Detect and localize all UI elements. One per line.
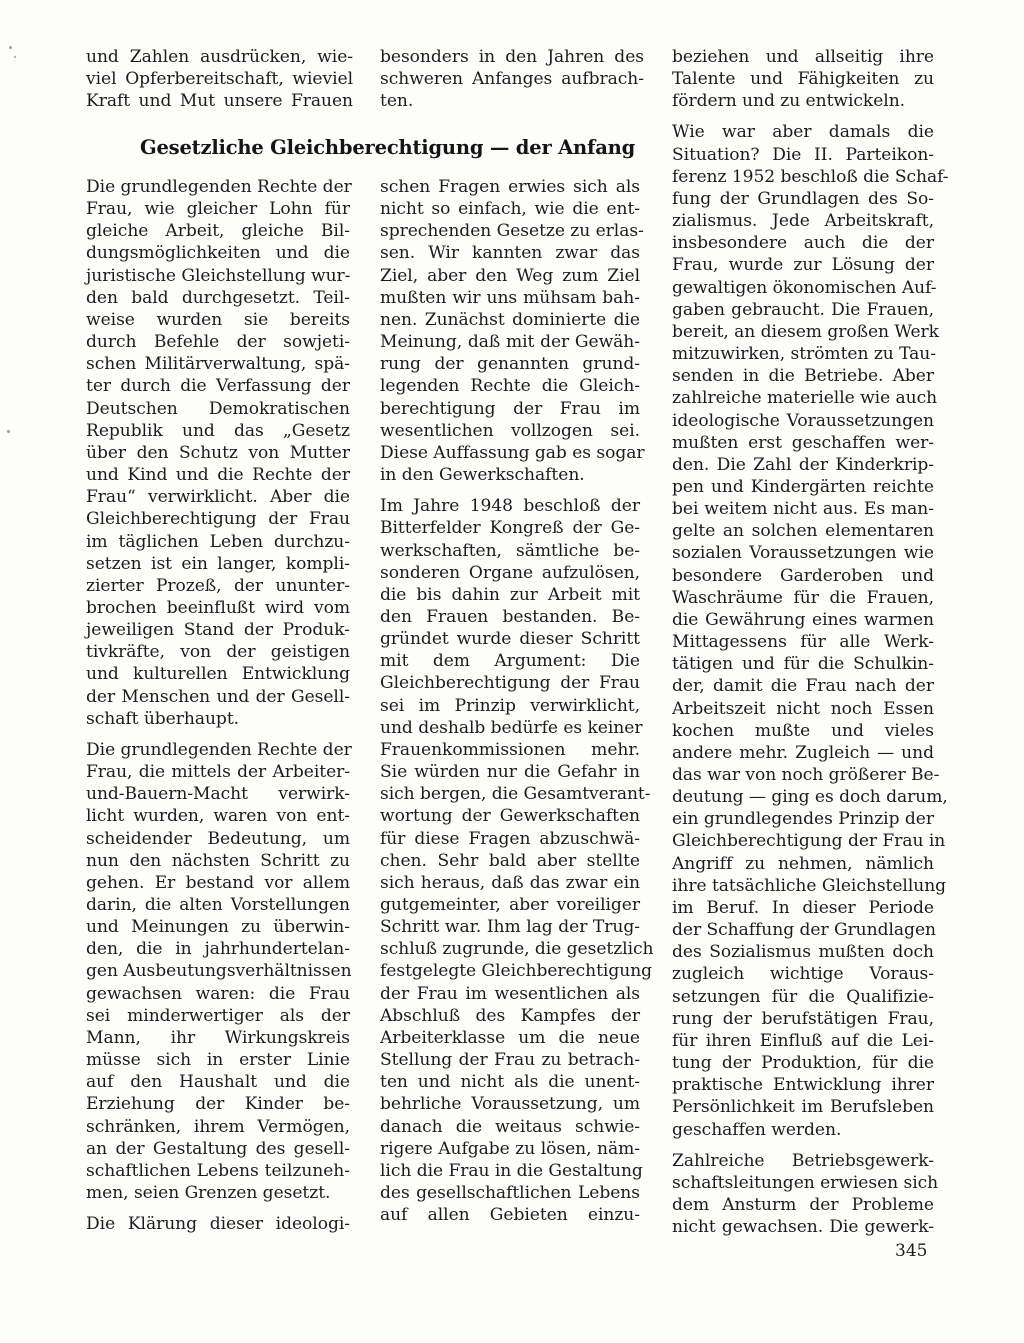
text-line: die Gewährung eines warmen: [672, 609, 934, 630]
top-column-2: [380, 46, 644, 112]
text-line: und Meinungen zu überwin-: [86, 917, 350, 938]
text-line: Arbeiterklasse um die neue: [380, 1027, 640, 1048]
text-line: gewaltigen ökonomischen Auf-: [672, 277, 937, 298]
text-line: schaftsleitungen erwiesen sich: [672, 1172, 939, 1193]
column-3: [672, 46, 949, 1238]
text-line: rung der berufstätigen Frau,: [672, 1008, 934, 1029]
text-line: zierter Prozeß, der ununter-: [86, 575, 350, 596]
text-line: sprechenden Gesetze zu erlas-: [380, 221, 644, 242]
text-line: auf allen Gebieten einzu-: [380, 1205, 640, 1226]
text-line: sich bergen, die Gesamtverant-: [380, 784, 651, 805]
text-line: nicht so einfach, wie die ent-: [380, 199, 640, 220]
text-line: Frau, die mittels der Arbeiter-: [86, 762, 350, 783]
text-line: schränken, ihrem Vermögen,: [86, 1116, 350, 1137]
text-line: beziehen und allseitig ihre: [672, 47, 934, 67]
text-line: gleiche Arbeit, gleiche Bil-: [86, 221, 350, 242]
text-line: Im Jahre 1948 beschloß der: [380, 496, 640, 517]
paragraph-gap: [86, 730, 350, 739]
text-line: festgelegte Gleichberechtigung: [380, 961, 653, 982]
text-line: brochen beeinflußt wird vom: [86, 597, 350, 618]
text-line: wesentlichen vollzogen sei.: [380, 420, 640, 441]
text-line: Situation? Die II. Parteikon-: [672, 144, 934, 165]
text-line: schaft überhaupt.: [86, 708, 240, 729]
text-line: nicht gewachsen. Die gewerk-: [672, 1217, 934, 1238]
text-line: darin, die alten Vorstellungen: [86, 895, 350, 915]
text-line: auf den Haushalt und die: [86, 1072, 350, 1093]
text-line: Frau“ verwirklicht. Aber die: [86, 487, 350, 508]
text-line: praktische Entwicklung ihrer: [672, 1075, 934, 1096]
text-line: Persönlichkeit im Berufsleben: [672, 1097, 934, 1118]
text-line: Zahlreiche Betriebsgewerk-: [672, 1150, 934, 1171]
text-line: zugleich wichtige Voraus-: [672, 964, 934, 985]
text-line: gründet wurde dieser Schritt: [380, 629, 640, 650]
text-line: sei im Prinzip verwirklicht,: [380, 695, 640, 716]
text-line: mußten wir uns mühsam bah-: [380, 287, 640, 308]
text-line: Schritt war. Ihm lag der Trug-: [380, 917, 640, 938]
text-line: Gleichberechtigung der Frau in: [672, 831, 946, 852]
text-line: Frau, wie gleicher Lohn für: [86, 199, 350, 220]
text-line: Angriff zu nehmen, nämlich: [672, 853, 934, 874]
text-line: der Menschen und der Gesell-: [86, 686, 350, 707]
text-line: tung der Produktion, für die: [672, 1053, 934, 1074]
text-line: fung der Grundlagen des So-: [672, 188, 934, 209]
text-line: setzen ist ein langer, kompli-: [86, 553, 350, 574]
paragraph-gap: [86, 1204, 350, 1213]
text-line: dungsmöglichkeiten und die: [86, 243, 350, 264]
text-line: werkschaften, sämtliche be-: [380, 540, 640, 561]
text-line: den Frauen bestanden. Be-: [380, 606, 640, 627]
text-line: ferenz 1952 beschloß die Schaf-: [672, 166, 949, 187]
text-line: ter durch die Verfassung der: [86, 376, 350, 397]
text-line: rung der genannten grund-: [380, 354, 640, 375]
column-1: [86, 176, 350, 1235]
top-column-1: [86, 46, 353, 112]
text-line: Kraft und Mut unsere Frauen: [86, 91, 353, 112]
text-line: deutung — ging es doch darum,: [672, 787, 948, 808]
text-line: mit dem Argument: Die: [380, 651, 640, 672]
text-line: schweren Anfanges aufbrach-: [380, 69, 644, 90]
paragraph-gap: [380, 486, 640, 495]
text-line: bei weitem nicht aus. Es man-: [672, 499, 934, 520]
paragraph-gap: [672, 1141, 934, 1150]
text-line: scheidender Bedeutung, um: [86, 828, 350, 849]
text-line: schen Militärverwaltung, spä-: [86, 354, 350, 375]
text-line: Arbeitszeit nicht noch Essen: [672, 698, 934, 719]
scan-speck: [7, 430, 10, 433]
paragraph-gap: [672, 112, 934, 121]
text-line: ideologische Voraussetzungen: [672, 410, 934, 431]
text-line: im Beruf. In dieser Periode: [672, 897, 934, 918]
text-line: Sie würden nur die Gefahr in: [380, 762, 640, 783]
text-line: gen Ausbeutungsverhältnissen: [86, 961, 352, 982]
text-line: der Schaffung der Grundlagen: [672, 920, 936, 941]
text-line: ten.: [380, 91, 414, 112]
text-line: und Zahlen ausdrücken, wie-: [86, 47, 353, 67]
text-line: chen. Sehr bald aber stellte: [380, 850, 640, 871]
text-line: Deutschen Demokratischen: [86, 398, 350, 419]
text-line: und-Bauern-Macht verwirk-: [86, 784, 350, 805]
text-line: Mann, ihr Wirkungskreis: [86, 1027, 350, 1048]
text-line: jeweiligen Stand der Produk-: [86, 620, 350, 641]
text-line: Diese Auffassung gab es sogar: [380, 442, 645, 463]
text-line: Erziehung der Kinder be-: [86, 1094, 350, 1115]
text-line: müsse sich in erster Linie: [86, 1050, 350, 1071]
text-line: insbesondere auch die der: [672, 233, 934, 254]
text-line: Abschluß des Kampfes der: [380, 1005, 640, 1026]
text-line: tivkräfte, von der geistigen: [86, 642, 350, 663]
text-line: ten und nicht als die unent-: [380, 1072, 640, 1093]
text-line: dem Ansturm der Probleme: [672, 1194, 934, 1215]
text-line: fördern und zu entwickeln.: [672, 91, 906, 112]
text-line: gewachsen waren: die Frau: [86, 983, 350, 1004]
text-line: tätigen und für die Schulkin-: [672, 654, 934, 675]
text-line: die bis dahin zur Arbeit mit: [380, 584, 640, 605]
text-line: licht wurden, waren von ent-: [86, 806, 350, 827]
text-line: gaben gebraucht. Die Frauen,: [672, 299, 934, 320]
text-line: nun den nächsten Schritt zu: [86, 850, 350, 871]
text-line: besondere Garderoben und: [672, 565, 934, 586]
text-line: an der Gestaltung des gesell-: [86, 1138, 350, 1159]
text-line: Gleichberechtigung der Frau: [380, 673, 640, 694]
text-line: für diese Fragen abzuschwä-: [380, 828, 640, 849]
text-line: sen. Wir kannten zwar das: [380, 243, 640, 264]
text-line: schaftlichen Lebens teilzuneh-: [86, 1160, 350, 1181]
text-line: gehen. Er bestand vor allem: [86, 872, 350, 893]
text-line: im täglichen Leben durchzu-: [86, 531, 350, 552]
text-line: Frauenkommissionen mehr.: [380, 739, 640, 760]
text-line: Talente und Fähigkeiten zu: [672, 69, 934, 90]
text-line: Mittagessens für alle Werk-: [672, 632, 934, 653]
text-line: der Frau im wesentlichen als: [380, 983, 640, 1004]
text-line: sonderen Organe aufzulösen,: [380, 562, 640, 583]
text-line: weise wurden sie bereits: [86, 309, 350, 330]
text-line: mitzuwirken, strömten zu Tau-: [672, 344, 936, 365]
text-line: viel Opferbereitschaft, wieviel: [86, 69, 353, 90]
text-line: Die grundlegenden Rechte der: [86, 177, 352, 197]
text-line: men, seien Grenzen gesetzt.: [86, 1183, 331, 1204]
section-heading: Gesetzliche Gleichberechtigung — der Anfang: [140, 136, 636, 159]
text-line: den. Die Zahl der Kinderkrip-: [672, 454, 934, 475]
scan-speck: [14, 56, 16, 58]
text-line: in den Gewerkschaften.: [380, 465, 585, 486]
text-line: des Sozialismus mußten doch: [672, 942, 934, 963]
text-line: berechtigung der Frau im: [380, 398, 640, 419]
text-line: senden in die Betriebe. Aber: [672, 366, 934, 387]
text-line: besonders in den Jahren des: [380, 47, 644, 67]
text-line: gutgemeinter, aber voreiliger: [380, 895, 640, 915]
text-line: sei minderwertiger als der: [86, 1005, 350, 1026]
text-line: das war von noch größerer Be-: [672, 765, 940, 785]
text-line: Wie war aber damals die: [672, 122, 934, 143]
text-line: und Kind und die Rechte der: [86, 465, 350, 486]
text-line: kochen mußte und vieles: [672, 720, 934, 741]
text-line: und deshalb bedürfe es keiner: [380, 717, 643, 738]
text-line: lich die Frau in die Gestaltung: [380, 1160, 643, 1181]
text-line: für ihren Einfluß auf die Lei-: [672, 1030, 934, 1051]
text-line: schen Fragen erwies sich als: [380, 177, 640, 197]
text-line: nen. Zunächst dominierte die: [380, 309, 640, 330]
text-line: des gesellschaftlichen Lebens: [380, 1183, 640, 1204]
text-line: danach die weitaus schwie-: [380, 1116, 640, 1137]
page-number: 345: [895, 1241, 928, 1261]
text-line: Meinung, daß mit der Gewäh-: [380, 332, 640, 353]
text-line: ein grundlegendes Prinzip der: [672, 809, 934, 830]
scan-speck: [9, 46, 12, 49]
text-line: durch Befehle der sowjeti-: [86, 332, 350, 353]
text-line: den bald durchgesetzt. Teil-: [86, 287, 350, 308]
text-line: gelte an solchen elementaren: [672, 521, 934, 542]
text-line: sich heraus, daß das zwar ein: [380, 872, 640, 893]
text-line: juristische Gleichstellung wur-: [86, 265, 351, 286]
text-line: Bitterfelder Kongreß der Ge-: [380, 518, 640, 539]
text-line: über den Schutz von Mutter: [86, 442, 350, 463]
text-line: der, damit die Frau nach der: [672, 676, 934, 697]
text-line: zahlreiche materielle wie auch: [672, 388, 938, 409]
text-line: schluß zugrunde, die gesetzlich: [380, 939, 654, 960]
text-line: Waschräume für die Frauen,: [672, 587, 934, 608]
text-line: Gleichberechtigung der Frau: [86, 509, 350, 530]
text-line: andere mehr. Zugleich — und: [672, 742, 934, 763]
text-line: Die grundlegenden Rechte der: [86, 739, 352, 760]
text-line: Frau, wurde zur Lösung der: [672, 255, 934, 276]
text-line: geschaffen werden.: [672, 1119, 842, 1140]
text-line: wortung der Gewerkschaften: [380, 806, 640, 827]
text-line: Stellung der Frau zu betrach-: [380, 1050, 640, 1071]
text-line: pen und Kindergärten reichte: [672, 476, 934, 497]
text-line: den, die in jahrhundertelan-: [86, 939, 350, 960]
text-line: Ziel, aber den Weg zum Ziel: [380, 265, 640, 286]
text-line: zialismus. Jede Arbeitskraft,: [672, 211, 934, 232]
text-line: sozialen Voraussetzungen wie: [672, 543, 934, 564]
text-line: setzungen für die Qualifizie-: [672, 986, 934, 1007]
text-line: Republik und das „Gesetz: [86, 420, 350, 441]
text-line: rigere Aufgabe zu lösen, näm-: [380, 1138, 640, 1159]
text-line: und kulturellen Entwicklung: [86, 664, 350, 685]
text-line: behrliche Voraussetzung, um: [380, 1094, 640, 1115]
text-line: bereit, an diesem großen Werk: [672, 321, 939, 342]
text-line: ihre tatsächliche Gleichstellung: [672, 875, 947, 896]
column-2: [380, 176, 654, 1226]
text-line: legenden Rechte die Gleich-: [380, 376, 640, 397]
text-line: Die Klärung dieser ideologi-: [86, 1214, 350, 1235]
text-line: mußten erst geschaffen wer-: [672, 432, 934, 453]
